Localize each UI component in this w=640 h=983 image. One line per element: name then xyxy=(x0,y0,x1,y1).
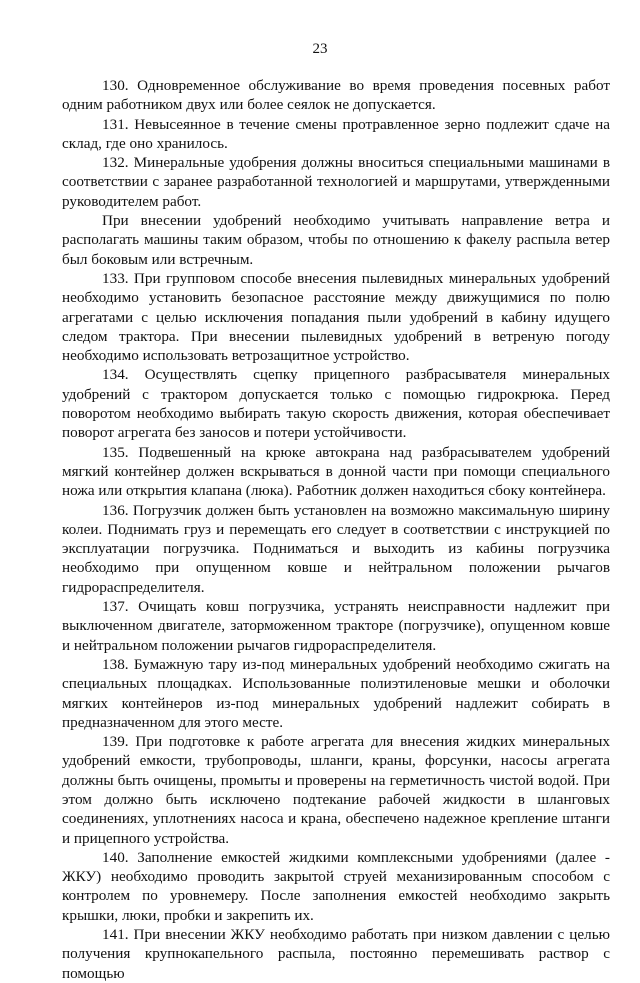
paragraph-133: 133. При групповом способе внесения пылевидных минеральных удобрений необходимо установить безопасное расстояние между движущимися по полю агрегатами с целью исключения попадания пыли удобрений в кабину идущего следом трактора. При внесении пылевидных удобрений в ветреную погоду необходимо использовать ветрозащитное устройство. xyxy=(62,269,610,365)
paragraph-141: 141. При внесении ЖКУ необходимо работать при низком давлении с целью получения крупнокапельного распыла, постоянно перемешивать раствор с помощью xyxy=(62,926,610,982)
paragraph-136: 136. Погрузчик должен быть установлен на возможно максимальную ширину колеи. Поднимать груз и перемещать его следует в соответствии с инструкцией по эксплуатации погрузчика. Подниматься и выходить из кабины погрузчика необходимо при опущенном ковше и нейтральном положении рычагов гидрораспределителя. xyxy=(62,501,610,596)
paragraph-131: 131. Невысеянное в течение смены протравленное зерно подлежит сдаче на склад, где оно хранилось. xyxy=(62,115,610,152)
paragraph-140: 140. Заполнение емкостей жидкими комплексными удобрениями (далее - ЖКУ) необходимо проводить закрытой струей механизированным способом с контролем по уровнемеру. После заполнения емкостей необходимо закрыть крышки, люки, пробки и закрепить их. xyxy=(62,848,610,924)
paragraph-134: 134. Осуществлять сцепку прицепного разбрасывателя минеральных удобрений с трактором допускается только с помощью гидрокрюка. Перед поворотом необходимо выбирать такую скорость движения, которая обеспечивает поворот агрегата без заносов и потери устойчивости. xyxy=(62,366,610,442)
paragraph-135: 135. Подвешенный на крюке автокрана над разбрасывателем удобрений мягкий контейнер должен вскрываться в донной части при помощи специального ножа или открытия клапана (люка). Работник должен находиться сбоку контейнера. xyxy=(62,443,610,500)
paragraph-138: 138. Бумажную тару из-под минеральных удобрений необходимо сжигать на специальных площадках. Использованные полиэтиленовые мешки и оболочки мягких контейнеров из-под минеральных удобрений надлежит собирать в предназначенном для этого месте. xyxy=(62,655,610,731)
paragraph-130: 130. Одновременное обслуживание во время проведения посевных работ одним работником двух или более сеялок не допускается. xyxy=(62,77,610,114)
paragraph-132-wind: При внесении удобрений необходимо учитывать направление ветра и располагать машины таким образом, чтобы по отношению к факелу распыла ветер был боковым или встречным. xyxy=(62,212,610,268)
paragraph-137: 137. Очищать ковш погрузчика, устранять неисправности надлежит при выключенном двигателе, заторможенном тракторе (погрузчике), опущенном ковше и нейтральном положении рычагов гидрораспределителя. xyxy=(62,598,610,654)
page-number: 23 xyxy=(312,41,328,57)
paragraph-139: 139. При подготовке к работе агрегата для внесения жидких минеральных удобрений емкости, трубопроводы, шланги, краны, форсунки, насосы агрегата должны быть очищены, промыты и проверены на герметичность чистой водой. При этом должно быть исключено подтекание рабочей жидкости в шланговых соединениях, уплотнениях насоса и крана, обеспечено надежное крепление штанги и прицепного устройства. xyxy=(62,733,610,847)
document-body xyxy=(62,76,610,983)
paragraph-132: 132. Минеральные удобрения должны вноситься специальными машинами в соответствии с заранее разработанной технологией и маршрутами, утвержденными руководителем работ. xyxy=(62,154,610,210)
